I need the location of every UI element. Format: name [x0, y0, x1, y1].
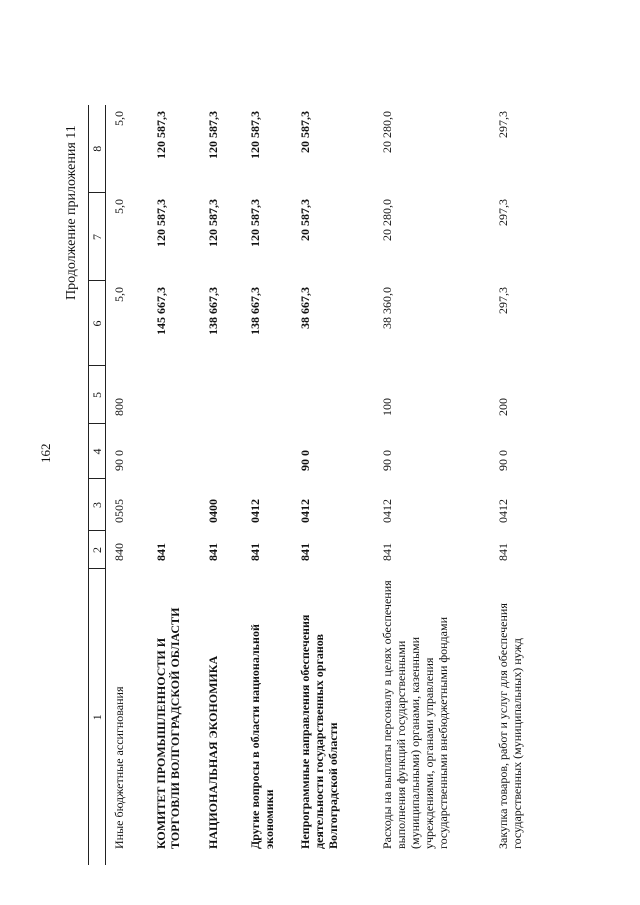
table-row: [200, 105, 242, 865]
row-name: Иные бюджетные ассигнования: [112, 686, 126, 849]
cell-value-8: 120 587,3: [247, 111, 262, 159]
budget-table: [88, 105, 552, 865]
cell-value-6: 145 667,3: [153, 287, 168, 335]
cell-ministry: 840: [112, 543, 126, 561]
row-name: Другие вопросы в области национальной экономики: [247, 624, 276, 849]
continuation-title: Продолжение приложения 11: [64, 125, 79, 300]
cell-expense-type: [292, 366, 374, 424]
cell-expense-type: 100: [379, 398, 394, 416]
cell-section: 0412: [379, 499, 394, 523]
cell-target: 90 0: [495, 450, 510, 471]
table-row: [242, 105, 292, 865]
column-header: 6: [89, 281, 106, 366]
cell-section: 0505: [112, 499, 126, 523]
cell-value-8: 20 280,0: [379, 111, 394, 153]
column-header: 3: [89, 479, 106, 531]
cell-section: 0400: [205, 499, 220, 523]
column-header: 7: [89, 193, 106, 281]
row-name: КОМИТЕТ ПРОМЫШЛЕННОСТИ И ТОРГОВЛИ ВОЛГОГРАДСКОЙ ОБЛАСТИ: [153, 607, 182, 849]
row-name: Закупка товаров, работ и услуг для обеспечения государственных (муниципальных) нужд: [495, 603, 524, 849]
cell-target: 90 0: [379, 450, 394, 471]
cell-value-7: 120 587,3: [247, 199, 262, 247]
cell-value-8: 120 587,3: [153, 111, 168, 159]
cell-value-7: 20 280,0: [379, 199, 394, 241]
cell-expense-type: [242, 366, 292, 424]
cell-expense-type: [148, 366, 200, 424]
cell-value-7: 120 587,3: [205, 199, 220, 247]
cell-value-7: 120 587,3: [153, 199, 168, 247]
cell-ministry: 841: [247, 543, 262, 561]
cell-target: [148, 424, 200, 479]
cell-ministry: 841: [153, 543, 168, 561]
cell-section: [148, 479, 200, 531]
header-row: [89, 105, 106, 865]
cell-value-6: 5,0: [112, 287, 126, 302]
cell-value-8: 5,0: [112, 111, 126, 126]
table-row: [148, 105, 200, 865]
cell-expense-type: 800: [112, 398, 126, 416]
column-header: 4: [89, 424, 106, 479]
cell-section: 0412: [247, 499, 262, 523]
cell-ministry: 841: [205, 543, 220, 561]
row-name: Непрограммные направления обеспечения деятельности государственных органов Волгоградской области: [297, 614, 340, 849]
column-header: 1: [89, 569, 106, 865]
table-row: [106, 105, 148, 865]
cell-value-7: 5,0: [112, 199, 126, 214]
cell-ministry: 841: [495, 543, 510, 561]
cell-value-8: 297,3: [495, 111, 510, 138]
cell-value-6: 297,3: [495, 287, 510, 314]
row-name: НАЦИОНАЛЬНАЯ ЭКОНОМИКА: [205, 655, 220, 849]
cell-section: 0412: [495, 499, 510, 523]
cell-section: 0412: [297, 499, 312, 523]
cell-target: [200, 424, 242, 479]
cell-target: 90 0: [297, 450, 312, 471]
cell-ministry: 841: [379, 543, 394, 561]
column-header: 2: [89, 531, 106, 569]
cell-value-6: 138 667,3: [247, 287, 262, 335]
column-header: 5: [89, 366, 106, 424]
row-name: Расходы на выплаты персоналу в целях обеспечения выполнения функций государственными (муниципальными) органами, казенными учреждениями, органами управления государственными внебюджетными фондами: [379, 580, 450, 849]
cell-expense-type: 200: [495, 398, 510, 416]
column-header: 8: [89, 105, 106, 193]
cell-target: [242, 424, 292, 479]
table-row: [292, 105, 374, 865]
cell-value-7: 20 587,3: [297, 199, 312, 241]
table-row: [374, 105, 490, 865]
cell-value-6: 38 667,3: [297, 287, 312, 329]
table-row: [490, 105, 552, 865]
page-number: 162: [38, 443, 53, 463]
cell-value-8: 120 587,3: [205, 111, 220, 159]
cell-value-6: 138 667,3: [205, 287, 220, 335]
cell-value-6: 38 360,0: [379, 287, 394, 329]
cell-value-7: 297,3: [495, 199, 510, 226]
cell-expense-type: [200, 366, 242, 424]
cell-target: 90 0: [112, 450, 126, 471]
cell-value-8: 20 587,3: [297, 111, 312, 153]
cell-ministry: 841: [297, 543, 312, 561]
